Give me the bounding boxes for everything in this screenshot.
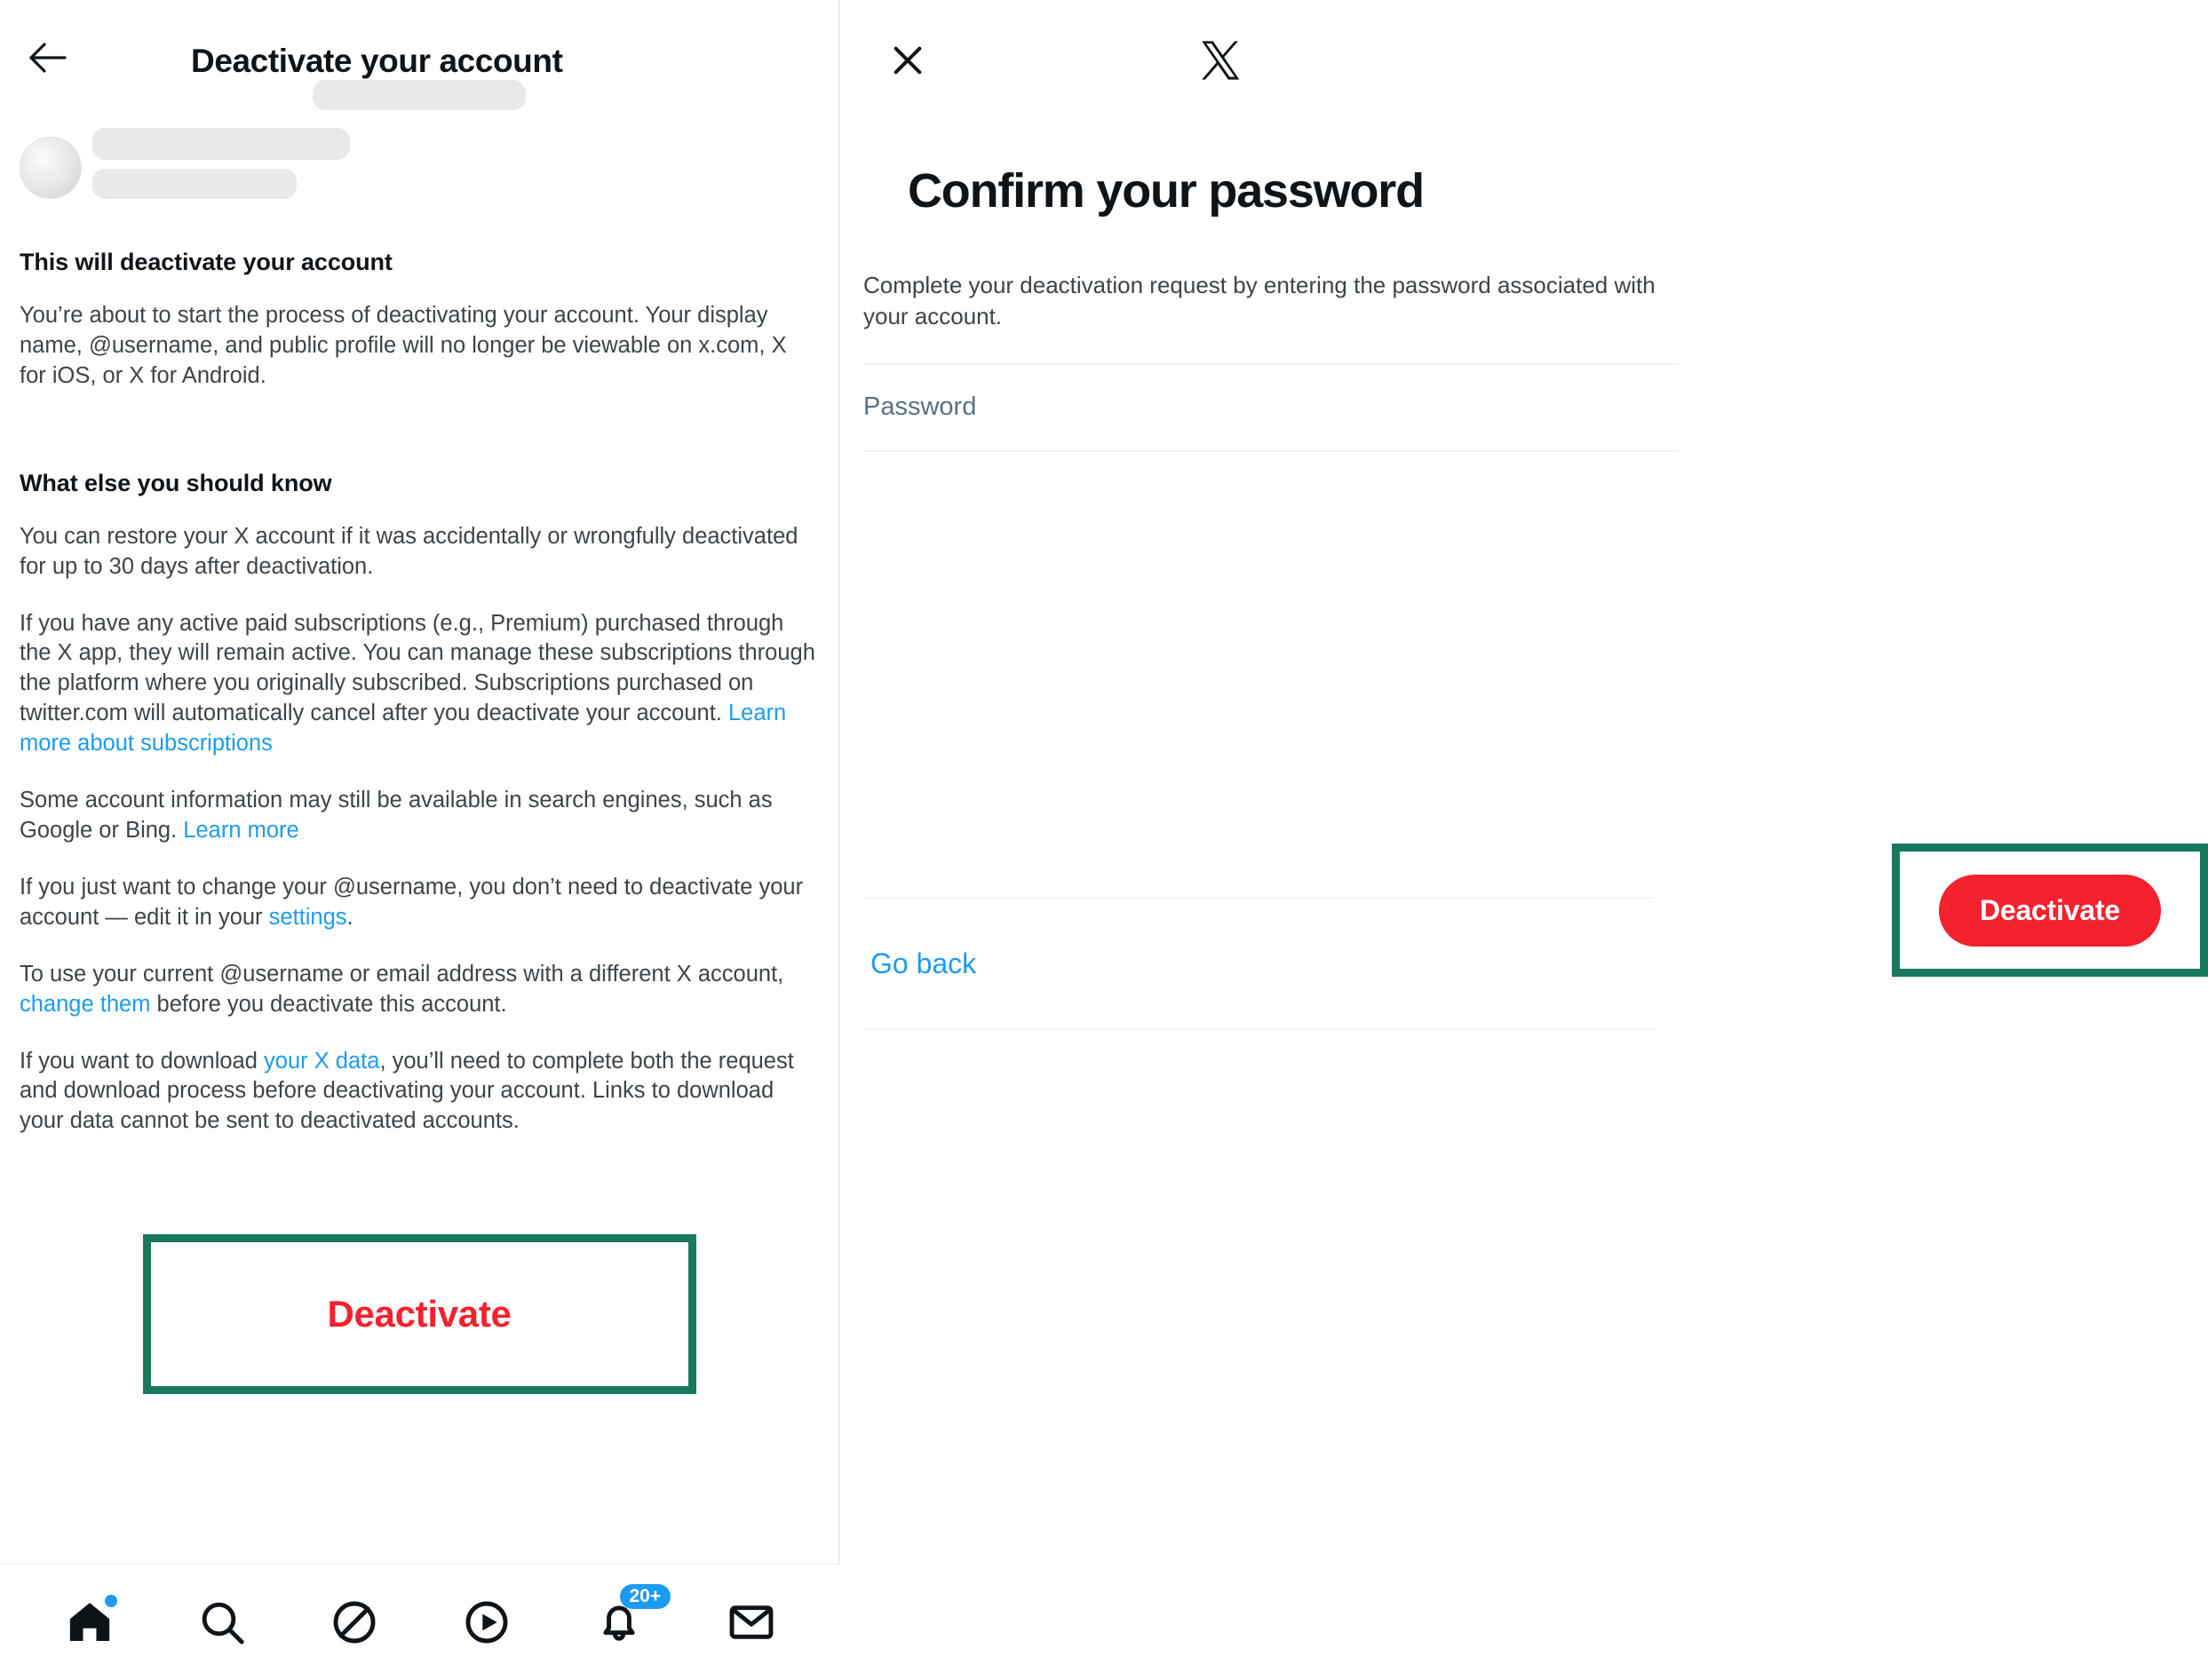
go-back-button[interactable]: Go back [870,947,977,979]
section-heading-what-else: What else you should know [20,469,332,496]
info-download-data-text: If you want to download [20,1048,265,1074]
password-field-row[interactable] [863,363,1679,452]
action-row [863,897,1654,1030]
right-header [840,0,1680,117]
learn-more-link[interactable]: Learn more [183,817,299,843]
redacted-block [92,128,350,160]
info-download-data-suffix: , you’ll need to complete both the request and download process before deactivating your account. Links to download your data cannot be sent to deactivated accounts. [20,1048,794,1134]
notifications-badge: 20+ [620,1584,671,1609]
info-change-username-text: If you just want to change your @username, you don’t need to deactivate your account — edit it in your [20,874,804,930]
x-logo-icon [1192,32,1249,89]
deactivate-button-highlight [143,1234,696,1394]
deactivate-description: You’re about to start the process of deactivating your account. Your display name, @username, and public profile will no longer be viewable on x.com, X for iOS, or X for Android. [20,303,787,388]
tab-grok[interactable] [316,1584,393,1660]
info-reuse-username [20,960,819,1020]
info-change-username-suffix: . [346,904,353,930]
deactivate-button[interactable]: Deactivate [1939,875,2161,947]
info-reuse-username-text: To use your current @username or email address with a different X account, [20,961,784,987]
info-change-username [20,873,819,933]
info-download-data [20,1047,819,1137]
page-title: Deactivate your account [191,43,563,79]
deactivate-button-area [20,1234,819,1394]
deactivate-account-screen [0,0,840,1680]
bottom-tab-bar [0,1563,840,1680]
close-icon[interactable] [883,36,933,85]
settings-link[interactable]: settings [268,904,347,930]
back-arrow-icon[interactable] [23,37,73,78]
info-subscriptions-text: If you have any active paid subscriptions (e.g., Premium) purchased through the X app, they will remain active. You can manage these subscriptions through the platform where you originally subscribed. Subscriptions purchased on twitter.com will automatically cancel after you deactivate your account. [20,610,815,726]
tab-home[interactable] [52,1584,128,1660]
info-reuse-username-suffix: before you deactivate this account. [150,991,507,1017]
info-search-engines [20,786,819,846]
redacted-block [313,80,526,110]
tab-video[interactable] [449,1584,525,1660]
confirm-password-title: Confirm your password [908,164,1424,218]
deactivate-button-highlight [1892,844,2208,977]
password-input[interactable] [863,392,1679,422]
info-restore: You can restore your X account if it was accidentally or wrongfully deactivated for up to 30 days after deactivation. [20,523,798,579]
info-search-engines-text: Some account information may still be available in search engines, such as Google or Bing. [20,788,773,843]
tab-messages[interactable] [713,1584,790,1660]
change-them-link[interactable]: change them [20,991,151,1017]
account-summary [0,99,838,233]
deactivate-button[interactable]: Deactivate [327,1293,512,1335]
learn-more-subscriptions-link[interactable]: Learn more about subscriptions [20,701,787,757]
home-unread-dot [105,1595,117,1607]
redacted-block [92,169,297,199]
info-subscriptions [20,609,819,760]
tab-notifications[interactable] [581,1584,662,1660]
confirm-password-screen [840,0,2121,1680]
your-x-data-link[interactable]: your X data [264,1048,380,1074]
confirm-password-description: Complete your deactivation request by entering the password associated with your account. [863,272,1656,330]
section-heading-deactivate: This will deactivate your account [20,249,393,275]
tab-search[interactable] [184,1584,260,1660]
left-content [0,249,838,1394]
avatar [20,137,82,199]
